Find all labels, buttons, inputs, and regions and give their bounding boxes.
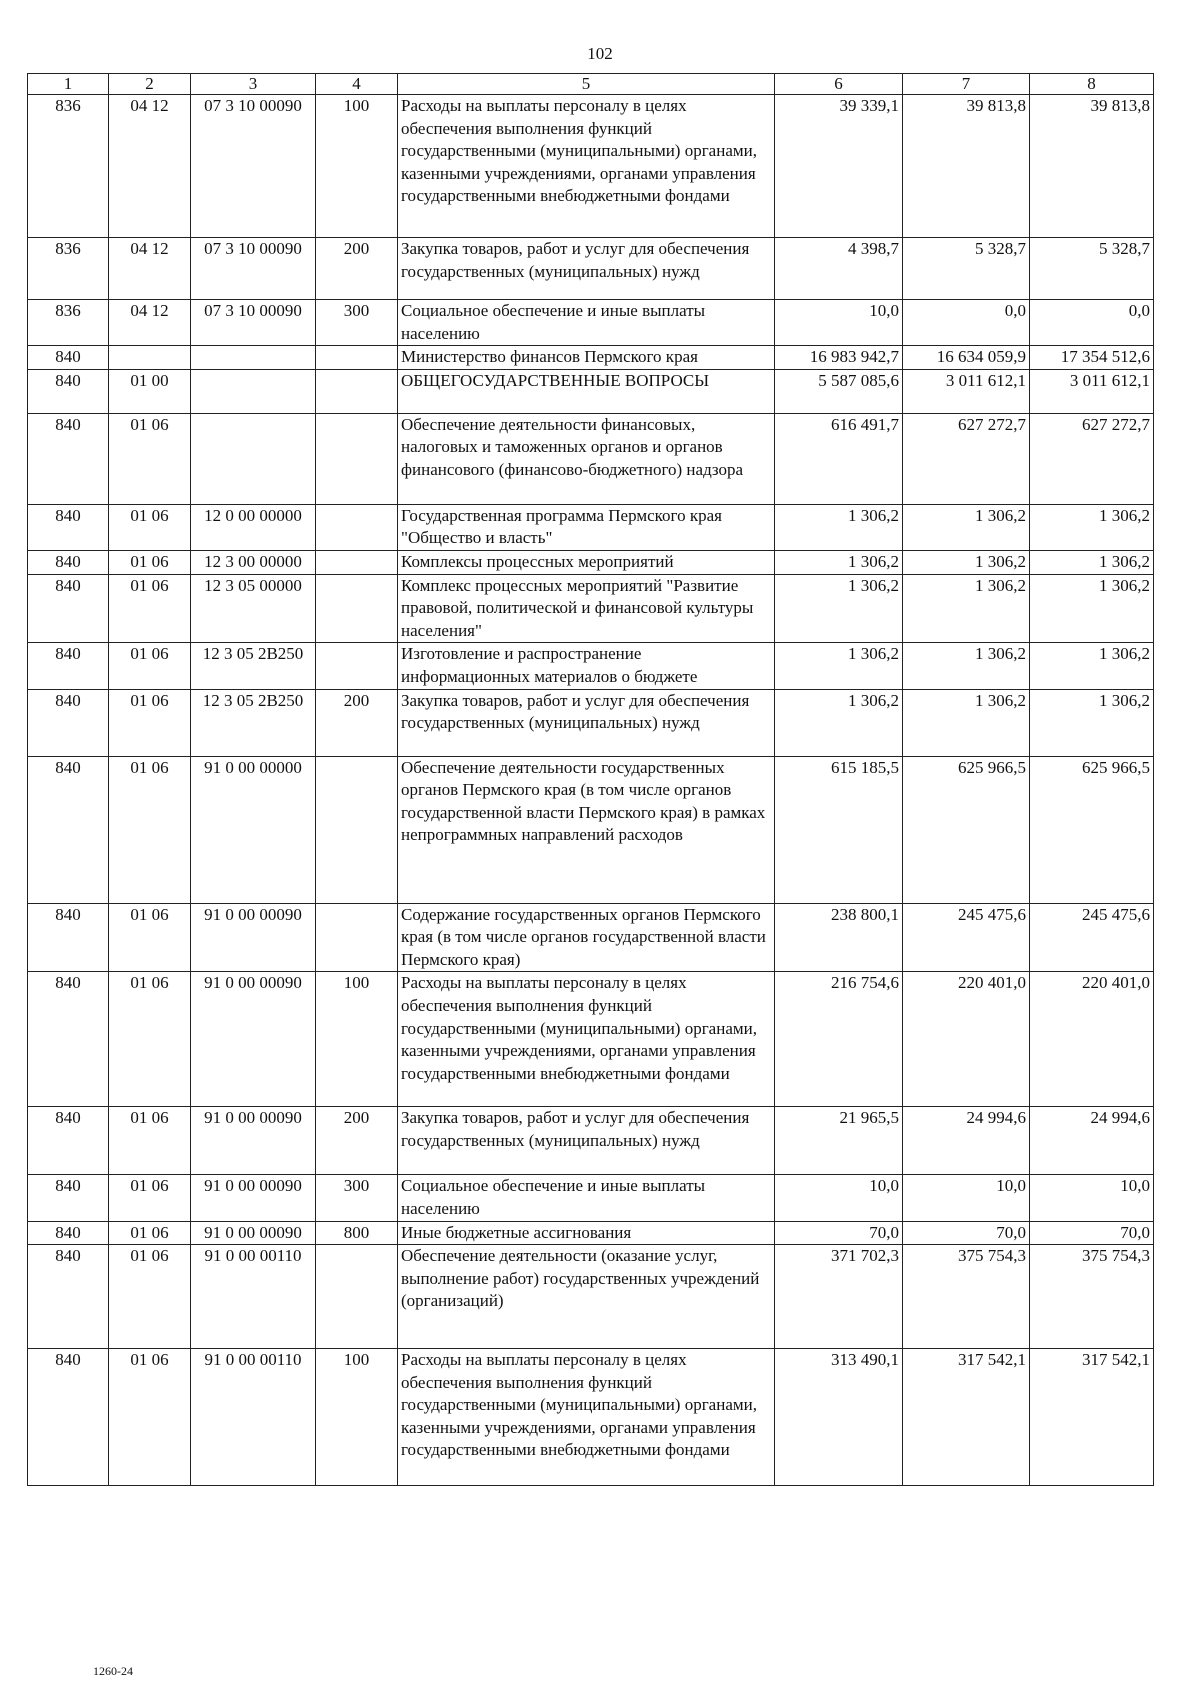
item-name-cell: Обеспечение деятельности финансовых, налоговых и таможенных органов и органов финансового (финансово-бюджетного) надзора bbox=[398, 413, 775, 504]
target-code-cell: 91 0 00 00090 bbox=[191, 1175, 316, 1221]
item-name-cell: Расходы на выплаты персоналу в целях обеспечения выполнения функций государственными (муниципальными) органами, казенными учреждениями, органами управления государственными внебюджетными фондами bbox=[398, 95, 775, 238]
amount-year3-cell: 1 306,2 bbox=[1030, 550, 1154, 574]
table-row bbox=[28, 1349, 1154, 1486]
item-name-cell: Комплекс процессных мероприятий "Развитие правовой, политической и финансовой культуры населения" bbox=[398, 574, 775, 643]
column-header: 1 bbox=[28, 74, 109, 95]
amount-year1-cell: 1 306,2 bbox=[775, 689, 903, 756]
target-code-cell: 12 3 00 00000 bbox=[191, 550, 316, 574]
amount-year3-cell: 1 306,2 bbox=[1030, 689, 1154, 756]
amount-year3-cell: 24 994,6 bbox=[1030, 1107, 1154, 1175]
table-row bbox=[28, 369, 1154, 413]
target-code-cell: 12 3 05 2B250 bbox=[191, 643, 316, 689]
column-header: 6 bbox=[775, 74, 903, 95]
section-code-cell: 01 06 bbox=[109, 689, 191, 756]
header-row bbox=[28, 74, 1154, 95]
amount-year1-cell: 216 754,6 bbox=[775, 972, 903, 1107]
amount-year3-cell: 220 401,0 bbox=[1030, 972, 1154, 1107]
section-code-cell: 01 06 bbox=[109, 643, 191, 689]
target-code-cell bbox=[191, 413, 316, 504]
expense-kind-cell: 300 bbox=[316, 1175, 398, 1221]
admin-code-cell: 840 bbox=[28, 1107, 109, 1175]
expense-kind-cell bbox=[316, 346, 398, 370]
admin-code-cell: 840 bbox=[28, 972, 109, 1107]
target-code-cell: 91 0 00 00090 bbox=[191, 972, 316, 1107]
amount-year3-cell: 0,0 bbox=[1030, 300, 1154, 346]
section-code-cell: 01 06 bbox=[109, 1245, 191, 1349]
table-row bbox=[28, 300, 1154, 346]
column-header: 5 bbox=[398, 74, 775, 95]
amount-year2-cell: 5 328,7 bbox=[903, 238, 1030, 300]
expense-kind-cell bbox=[316, 903, 398, 972]
item-name-cell: Государственная программа Пермского края "Общество и власть" bbox=[398, 504, 775, 550]
amount-year1-cell: 1 306,2 bbox=[775, 504, 903, 550]
amount-year2-cell: 70,0 bbox=[903, 1221, 1030, 1245]
table-row bbox=[28, 574, 1154, 643]
admin-code-cell: 840 bbox=[28, 1221, 109, 1245]
expense-kind-cell: 800 bbox=[316, 1221, 398, 1245]
column-header: 7 bbox=[903, 74, 1030, 95]
section-code-cell: 01 06 bbox=[109, 574, 191, 643]
amount-year3-cell: 1 306,2 bbox=[1030, 504, 1154, 550]
section-code-cell: 01 06 bbox=[109, 1175, 191, 1221]
expense-kind-cell bbox=[316, 413, 398, 504]
item-name-cell: ОБЩЕГОСУДАРСТВЕННЫЕ ВОПРОСЫ bbox=[398, 369, 775, 413]
amount-year2-cell: 627 272,7 bbox=[903, 413, 1030, 504]
column-header: 4 bbox=[316, 74, 398, 95]
item-name-cell: Обеспечение деятельности (оказание услуг, выполнение работ) государственных учреждений (организаций) bbox=[398, 1245, 775, 1349]
target-code-cell bbox=[191, 369, 316, 413]
amount-year1-cell: 616 491,7 bbox=[775, 413, 903, 504]
amount-year3-cell: 3 011 612,1 bbox=[1030, 369, 1154, 413]
table-row bbox=[28, 903, 1154, 972]
form-code: 1260-24 bbox=[93, 1664, 133, 1678]
amount-year2-cell: 1 306,2 bbox=[903, 643, 1030, 689]
table-row bbox=[28, 1245, 1154, 1349]
amount-year2-cell: 1 306,2 bbox=[903, 550, 1030, 574]
amount-year3-cell: 17 354 512,6 bbox=[1030, 346, 1154, 370]
amount-year1-cell: 10,0 bbox=[775, 1175, 903, 1221]
section-code-cell bbox=[109, 346, 191, 370]
amount-year3-cell: 375 754,3 bbox=[1030, 1245, 1154, 1349]
expense-kind-cell bbox=[316, 550, 398, 574]
expense-kind-cell bbox=[316, 574, 398, 643]
amount-year1-cell: 615 185,5 bbox=[775, 756, 903, 903]
amount-year3-cell: 1 306,2 bbox=[1030, 643, 1154, 689]
amount-year2-cell: 10,0 bbox=[903, 1175, 1030, 1221]
item-name-cell: Закупка товаров, работ и услуг для обеспечения государственных (муниципальных) нужд bbox=[398, 689, 775, 756]
item-name-cell: Изготовление и распространение информационных материалов о бюджете bbox=[398, 643, 775, 689]
table-row bbox=[28, 1175, 1154, 1221]
admin-code-cell: 840 bbox=[28, 550, 109, 574]
item-name-cell: Министерство финансов Пермского края bbox=[398, 346, 775, 370]
admin-code-cell: 840 bbox=[28, 903, 109, 972]
expense-kind-cell bbox=[316, 369, 398, 413]
table-row bbox=[28, 95, 1154, 238]
expense-kind-cell bbox=[316, 643, 398, 689]
target-code-cell: 12 3 05 00000 bbox=[191, 574, 316, 643]
admin-code-cell: 836 bbox=[28, 95, 109, 238]
table-row bbox=[28, 238, 1154, 300]
table-row bbox=[28, 413, 1154, 504]
item-name-cell: Расходы на выплаты персоналу в целях обеспечения выполнения функций государственными (муниципальными) органами, казенными учреждениями, органами управления государственными внебюджетными фондами bbox=[398, 972, 775, 1107]
table-row bbox=[28, 550, 1154, 574]
amount-year1-cell: 39 339,1 bbox=[775, 95, 903, 238]
amount-year3-cell: 1 306,2 bbox=[1030, 574, 1154, 643]
admin-code-cell: 836 bbox=[28, 238, 109, 300]
section-code-cell: 01 06 bbox=[109, 756, 191, 903]
table-row bbox=[28, 1107, 1154, 1175]
amount-year2-cell: 317 542,1 bbox=[903, 1349, 1030, 1486]
admin-code-cell: 840 bbox=[28, 756, 109, 903]
target-code-cell: 91 0 00 00110 bbox=[191, 1349, 316, 1486]
item-name-cell: Содержание государственных органов Пермского края (в том числе органов государственной власти Пермского края) bbox=[398, 903, 775, 972]
amount-year2-cell: 16 634 059,9 bbox=[903, 346, 1030, 370]
expense-kind-cell bbox=[316, 756, 398, 903]
amount-year1-cell: 371 702,3 bbox=[775, 1245, 903, 1349]
target-code-cell bbox=[191, 346, 316, 370]
table-row bbox=[28, 643, 1154, 689]
expense-kind-cell: 200 bbox=[316, 238, 398, 300]
admin-code-cell: 840 bbox=[28, 413, 109, 504]
amount-year3-cell: 5 328,7 bbox=[1030, 238, 1154, 300]
amount-year2-cell: 245 475,6 bbox=[903, 903, 1030, 972]
expense-kind-cell bbox=[316, 1245, 398, 1349]
admin-code-cell: 840 bbox=[28, 1349, 109, 1486]
amount-year1-cell: 1 306,2 bbox=[775, 643, 903, 689]
target-code-cell: 07 3 10 00090 bbox=[191, 300, 316, 346]
section-code-cell: 01 06 bbox=[109, 413, 191, 504]
amount-year1-cell: 1 306,2 bbox=[775, 574, 903, 643]
target-code-cell: 91 0 00 00090 bbox=[191, 1221, 316, 1245]
admin-code-cell: 836 bbox=[28, 300, 109, 346]
amount-year1-cell: 5 587 085,6 bbox=[775, 369, 903, 413]
amount-year1-cell: 10,0 bbox=[775, 300, 903, 346]
section-code-cell: 01 06 bbox=[109, 1107, 191, 1175]
target-code-cell: 91 0 00 00090 bbox=[191, 1107, 316, 1175]
expense-kind-cell: 100 bbox=[316, 1349, 398, 1486]
amount-year3-cell: 627 272,7 bbox=[1030, 413, 1154, 504]
admin-code-cell: 840 bbox=[28, 504, 109, 550]
budget-table bbox=[27, 73, 1154, 1486]
amount-year2-cell: 1 306,2 bbox=[903, 689, 1030, 756]
section-code-cell: 01 00 bbox=[109, 369, 191, 413]
item-name-cell: Расходы на выплаты персоналу в целях обеспечения выполнения функций государственными (муниципальными) органами, казенными учреждениями, органами управления государственными внебюджетными фондами bbox=[398, 1349, 775, 1486]
amount-year2-cell: 1 306,2 bbox=[903, 504, 1030, 550]
target-code-cell: 12 0 00 00000 bbox=[191, 504, 316, 550]
column-header: 3 bbox=[191, 74, 316, 95]
admin-code-cell: 840 bbox=[28, 643, 109, 689]
expense-kind-cell: 100 bbox=[316, 95, 398, 238]
section-code-cell: 01 06 bbox=[109, 972, 191, 1107]
item-name-cell: Комплексы процессных мероприятий bbox=[398, 550, 775, 574]
section-code-cell: 04 12 bbox=[109, 300, 191, 346]
target-code-cell: 91 0 00 00110 bbox=[191, 1245, 316, 1349]
amount-year1-cell: 4 398,7 bbox=[775, 238, 903, 300]
target-code-cell: 91 0 00 00090 bbox=[191, 903, 316, 972]
item-name-cell: Закупка товаров, работ и услуг для обеспечения государственных (муниципальных) нужд bbox=[398, 1107, 775, 1175]
section-code-cell: 01 06 bbox=[109, 1349, 191, 1486]
admin-code-cell: 840 bbox=[28, 574, 109, 643]
amount-year3-cell: 10,0 bbox=[1030, 1175, 1154, 1221]
expense-kind-cell bbox=[316, 504, 398, 550]
item-name-cell: Закупка товаров, работ и услуг для обеспечения государственных (муниципальных) нужд bbox=[398, 238, 775, 300]
page-number: 102 bbox=[587, 44, 613, 63]
amount-year1-cell: 70,0 bbox=[775, 1221, 903, 1245]
amount-year2-cell: 220 401,0 bbox=[903, 972, 1030, 1107]
amount-year1-cell: 16 983 942,7 bbox=[775, 346, 903, 370]
amount-year1-cell: 21 965,5 bbox=[775, 1107, 903, 1175]
amount-year2-cell: 625 966,5 bbox=[903, 756, 1030, 903]
admin-code-cell: 840 bbox=[28, 346, 109, 370]
expense-kind-cell: 200 bbox=[316, 1107, 398, 1175]
section-code-cell: 01 06 bbox=[109, 903, 191, 972]
amount-year2-cell: 24 994,6 bbox=[903, 1107, 1030, 1175]
table-row bbox=[28, 346, 1154, 370]
amount-year2-cell: 0,0 bbox=[903, 300, 1030, 346]
target-code-cell: 07 3 10 00090 bbox=[191, 238, 316, 300]
amount-year3-cell: 245 475,6 bbox=[1030, 903, 1154, 972]
column-header: 2 bbox=[109, 74, 191, 95]
target-code-cell: 91 0 00 00000 bbox=[191, 756, 316, 903]
table-row bbox=[28, 756, 1154, 903]
amount-year1-cell: 1 306,2 bbox=[775, 550, 903, 574]
amount-year3-cell: 317 542,1 bbox=[1030, 1349, 1154, 1486]
item-name-cell: Обеспечение деятельности государственных органов Пермского края (в том числе органов государственной власти Пермского края) в рамках непрограммных направлений расходов bbox=[398, 756, 775, 903]
admin-code-cell: 840 bbox=[28, 1175, 109, 1221]
amount-year2-cell: 1 306,2 bbox=[903, 574, 1030, 643]
target-code-cell: 07 3 10 00090 bbox=[191, 95, 316, 238]
table-row bbox=[28, 972, 1154, 1107]
item-name-cell: Социальное обеспечение и иные выплаты населению bbox=[398, 1175, 775, 1221]
amount-year1-cell: 313 490,1 bbox=[775, 1349, 903, 1486]
expense-kind-cell: 300 bbox=[316, 300, 398, 346]
section-code-cell: 01 06 bbox=[109, 550, 191, 574]
amount-year2-cell: 375 754,3 bbox=[903, 1245, 1030, 1349]
table-row bbox=[28, 504, 1154, 550]
section-code-cell: 01 06 bbox=[109, 504, 191, 550]
amount-year3-cell: 625 966,5 bbox=[1030, 756, 1154, 903]
admin-code-cell: 840 bbox=[28, 1245, 109, 1349]
expense-kind-cell: 200 bbox=[316, 689, 398, 756]
section-code-cell: 04 12 bbox=[109, 238, 191, 300]
admin-code-cell: 840 bbox=[28, 369, 109, 413]
amount-year2-cell: 3 011 612,1 bbox=[903, 369, 1030, 413]
column-header: 8 bbox=[1030, 74, 1154, 95]
item-name-cell: Социальное обеспечение и иные выплаты населению bbox=[398, 300, 775, 346]
section-code-cell: 04 12 bbox=[109, 95, 191, 238]
admin-code-cell: 840 bbox=[28, 689, 109, 756]
section-code-cell: 01 06 bbox=[109, 1221, 191, 1245]
table-row bbox=[28, 1221, 1154, 1245]
target-code-cell: 12 3 05 2B250 bbox=[191, 689, 316, 756]
amount-year2-cell: 39 813,8 bbox=[903, 95, 1030, 238]
amount-year1-cell: 238 800,1 bbox=[775, 903, 903, 972]
expense-kind-cell: 100 bbox=[316, 972, 398, 1107]
table-row bbox=[28, 689, 1154, 756]
item-name-cell: Иные бюджетные ассигнования bbox=[398, 1221, 775, 1245]
amount-year3-cell: 70,0 bbox=[1030, 1221, 1154, 1245]
amount-year3-cell: 39 813,8 bbox=[1030, 95, 1154, 238]
